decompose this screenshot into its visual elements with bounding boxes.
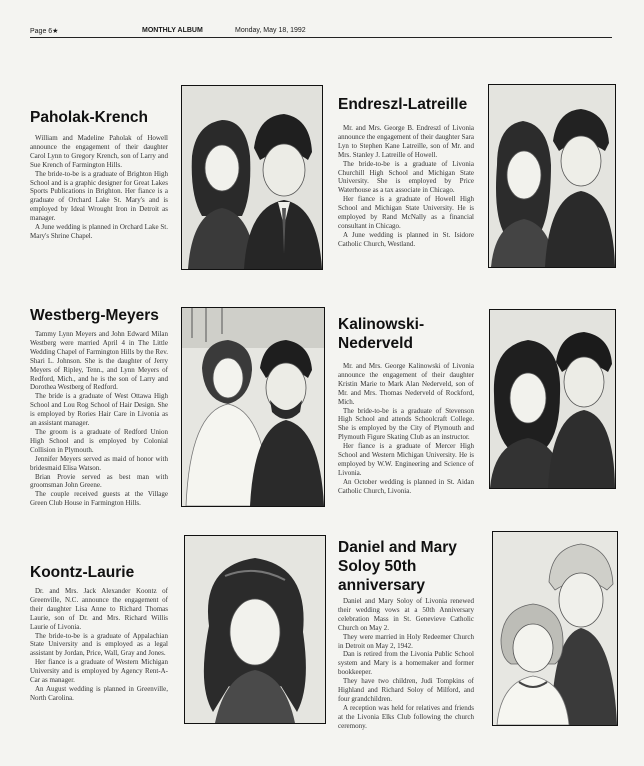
westberg-meyers-headline: Westberg-Meyers xyxy=(30,307,159,324)
kalinowski-nederveld-article xyxy=(338,362,474,496)
soloy-anniversary-article xyxy=(338,597,474,731)
article-paragraph: Tammy Lynn Meyers and John Edward Milan Westberg were married April 4 in The Little Wedding Chapel of Farmington Hills by the Rev. Shari L. Johnson. She is the daughter of Jerry Meyers of Ripley, Tenn., and Lynn Meyers of Redford, Mich., and he is the son of Larry and Dorothea Westberg of Redford. xyxy=(30,330,168,392)
page-number: Page 6★ xyxy=(30,28,59,35)
article-paragraph: The bride-to-be is a graduate of Appalachian State University and is employed as a legal assistant by Jordan, Price, Wall, Gray and Jones. xyxy=(30,631,168,658)
article-paragraph: The couple received guests at the Village Green Club House in Farmington Hills. xyxy=(30,490,168,508)
article-paragraph: The bride is a graduate of West Ottawa High School and Lou Rog School of Hair Design. She is employed by Rories Hair Care in Livonia as an assistant manager. xyxy=(30,392,168,428)
westberg-meyers-wedding-photo xyxy=(181,307,325,507)
paholak-krench-headline: Paholak-Krench xyxy=(30,109,149,126)
paholak-krench-couple-photo xyxy=(181,85,323,270)
koontz-laurie-article xyxy=(30,587,168,703)
paholak-krench-article xyxy=(30,134,168,241)
kalinowski-nederveld-couple-photo xyxy=(489,309,616,489)
article-paragraph: Her fiance is a graduate of Western Michigan University and is employed by Agency Rent-A-Car as manager. xyxy=(30,658,168,685)
headline-line: anniversary xyxy=(338,577,426,594)
article-paragraph: Her fiance is a graduate of Mercer High School and Western Michigan University. He is employed by W.W. Engineering and Science of Livonia. xyxy=(338,442,474,477)
article-paragraph: Mr. and Mrs. George B. Endreszl of Livonia announce the engagement of their daughter Sara Lyn to Stephen Kane Latreille, son of Mr. and Mrs. Stanley J. Latreille of Howell. xyxy=(338,124,474,159)
article-paragraph: Jennifer Meyers served as maid of honor with bridesmaid Elisa Watson. xyxy=(30,454,168,472)
article-paragraph: A reception was held for relatives and friends at the Livonia Elks Club following the church ceremony. xyxy=(338,703,474,730)
article-paragraph: William and Madeline Paholak of Howell announce the engagement of their daughter Carol Lynn to Gregory Krench, son of Larry and Sue Krench of Farmington Hills. xyxy=(30,134,168,169)
article-paragraph: The bride-to-be is a graduate of Stevenson High School and attends Schoolcraft College. She is employed by the City of Plymouth and Plymouth Figure Skating Club as an instructor. xyxy=(338,406,474,442)
article-paragraph: Daniel and Mary Soloy of Livonia renewed their wedding vows at a 50th Anniversary celebration Mass in St. Genevieve Catholic Church on May 2. xyxy=(338,597,474,632)
article-paragraph: They have two children, Judi Tompkins of Highland and Richard Soloy of Milford, and four grandchildren. xyxy=(338,677,474,703)
article-paragraph: An August wedding is planned in Greenville, North Carolina. xyxy=(30,684,168,702)
article-paragraph: A June wedding is planned in St. Isidore Catholic Church, Westland. xyxy=(338,230,474,248)
article-paragraph: Dr. and Mrs. Jack Alexander Koontz of Greenville, N.C. announce the engagement of their daughter Lisa Anne to Richard Thomas Laurie, son of Dr. and Mrs. Richard Willis Laurie of Livonia. xyxy=(30,587,168,631)
headline-line: Kalinowski- xyxy=(338,316,425,333)
soloy-anniversary-couple-photo xyxy=(492,531,618,726)
endreszl-latreille-article xyxy=(338,124,474,249)
page-date: Monday, May 18, 1992 xyxy=(235,27,306,34)
westberg-meyers-article xyxy=(30,330,168,508)
article-paragraph: They were married in Holy Redeemer Church in Detroit on May 2, 1942. xyxy=(338,632,474,650)
koontz-laurie-headline: Koontz-Laurie xyxy=(30,564,135,581)
headline-line: Nederveld xyxy=(338,335,413,352)
headline-line: Daniel and Mary xyxy=(338,539,457,556)
kalinowski-nederveld-headline xyxy=(338,315,424,353)
article-paragraph: Brian Provie served as best man with groomsman John Greene. xyxy=(30,472,168,490)
headline-line: Soloy 50th xyxy=(338,558,417,575)
article-paragraph: An October wedding is planned in St. Aidan Catholic Church, Livonia. xyxy=(338,477,474,495)
soloy-anniversary-headline xyxy=(338,538,457,595)
article-paragraph: Mr. and Mrs. George Kalinowski of Livonia announce the engagement of their daughter Kristin Marie to Mark Alan Nederveld, son of Mr. and Mrs. Thomas Nederveld of Rockford, Mich. xyxy=(338,362,474,406)
header-rule xyxy=(30,37,612,38)
article-paragraph: A June wedding is planned in Orchard Lake St. Mary's Shrine Chapel. xyxy=(30,223,168,240)
article-paragraph: Dan is retired from the Livonia Public School system and Mary is a homemaker and former bookkeeper. xyxy=(338,650,474,677)
section-name: MONTHLY ALBUM xyxy=(142,27,203,34)
endreszl-latreille-headline: Endreszl-Latreille xyxy=(338,96,468,113)
article-paragraph: Her fiance is a graduate of Howell High School and Michigan State University. He is employed by Rand McNally as a financial consultant in Chicago. xyxy=(338,195,474,230)
article-paragraph: The bride-to-be is a graduate of Livonia Churchill High School and Michigan State University. She is employed by Price Waterhouse as a tax associate in Chicago. xyxy=(338,159,474,195)
article-paragraph: The bride-to-be is a graduate of Brighton High School and is a graphic designer for Great Lakes Sports Publications in Brighton. Her fiance is a graduate of Orchard Lake St. Mary's and is employed by Ideal Wrought Iron in Detroit as manager. xyxy=(30,169,168,223)
koontz-laurie-portrait-photo xyxy=(184,535,326,724)
endreszl-latreille-couple-photo xyxy=(488,84,616,268)
article-paragraph: The groom is a graduate of Redford Union High School and is employed by Colonial Collision in Plymouth. xyxy=(30,427,168,454)
